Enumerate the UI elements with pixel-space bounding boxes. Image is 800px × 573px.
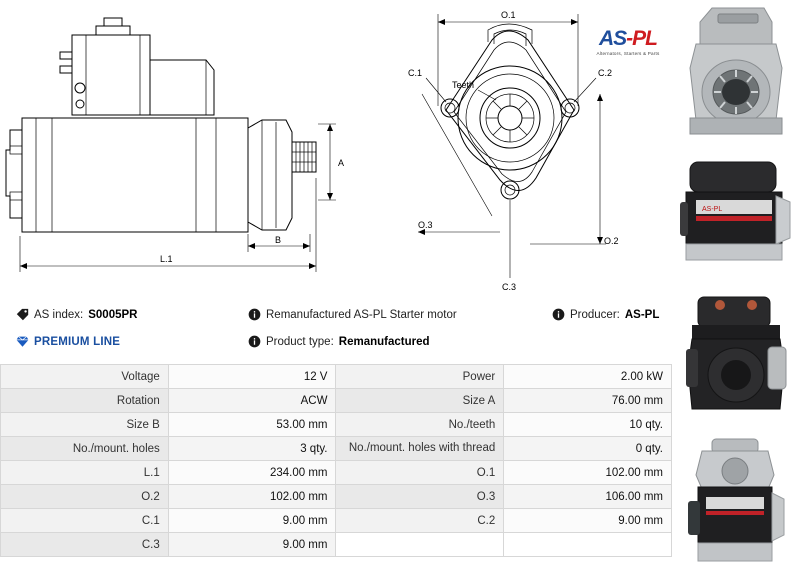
starter-photo-top-drive-end (672, 0, 800, 143)
producer-value: AS-PL (624, 308, 660, 321)
spec-key: Size A (336, 389, 504, 413)
spec-value: 9.00 mm (168, 509, 336, 533)
spec-value: 76.00 mm (504, 389, 672, 413)
svg-text:L.1: L.1 (160, 254, 173, 264)
spec-value: 10 qty. (504, 413, 672, 437)
as-index-value: S0005PR (88, 308, 138, 321)
spec-value: 12 V (168, 365, 336, 389)
spec-value-empty (504, 533, 672, 557)
spec-key: No./teeth (336, 413, 504, 437)
producer-row (552, 308, 659, 321)
table-row (1, 437, 672, 461)
spec-key: L.1 (1, 461, 169, 485)
svg-text:O.3: O.3 (418, 220, 433, 230)
spec-key: C.3 (1, 533, 169, 557)
svg-text:Teeth: Teeth (452, 80, 475, 90)
spec-value: 2.00 kW (504, 365, 672, 389)
spec-key: Rotation (1, 389, 169, 413)
specifications-table (0, 364, 672, 557)
tag-icon (16, 308, 29, 321)
spec-key: No./mount. holes with thread (336, 437, 504, 461)
product-type-label: Product type: (266, 335, 334, 348)
svg-text:A: A (338, 158, 345, 168)
svg-text:C.2: C.2 (598, 68, 613, 78)
product-type-value: Remanufactured (338, 335, 430, 348)
spec-key-empty (336, 533, 504, 557)
table-row (1, 461, 672, 485)
starter-side-view-drawing (0, 0, 360, 290)
spec-key: O.3 (336, 485, 504, 509)
spec-value: 53.00 mm (168, 413, 336, 437)
spec-value: 3 qty. (168, 437, 336, 461)
description-text: Remanufactured AS-PL Starter motor (266, 308, 457, 321)
product-info-block (0, 300, 672, 362)
as-index-row (16, 308, 137, 321)
spec-key: C.1 (1, 509, 169, 533)
spec-key: C.2 (336, 509, 504, 533)
svg-text:O.2: O.2 (604, 236, 619, 246)
logo-suffix-text: -PL (626, 27, 657, 50)
svg-text:C.3: C.3 (502, 282, 517, 290)
spec-key: Size B (1, 413, 169, 437)
table-row (1, 365, 672, 389)
premium-line-label: PREMIUM LINE (34, 335, 121, 348)
table-row (1, 485, 672, 509)
premium-line-row (16, 335, 120, 348)
table-row (1, 413, 672, 437)
spec-key: No./mount. holes (1, 437, 169, 461)
spec-value: 106.00 mm (504, 485, 672, 509)
table-row (1, 389, 672, 413)
starter-photo-full-body (672, 430, 800, 573)
spec-value: 0 qty. (504, 437, 672, 461)
spec-key: O.2 (1, 485, 169, 509)
spec-value: 9.00 mm (504, 509, 672, 533)
spec-value: 102.00 mm (504, 461, 672, 485)
technical-drawings (0, 0, 672, 290)
diamond-icon (16, 335, 29, 348)
spec-value: 9.00 mm (168, 533, 336, 557)
starter-photo-solenoid-end (672, 286, 800, 430)
as-index-label: AS index: (34, 308, 84, 321)
table-row (1, 533, 672, 557)
logo-subtitle: Alternators, Starters & Parts (596, 51, 660, 56)
spec-key: Voltage (1, 365, 169, 389)
product-photo-strip (672, 0, 800, 573)
spec-value: 102.00 mm (168, 485, 336, 509)
svg-text:AS-PL: AS-PL (702, 205, 723, 213)
info-icon (248, 335, 261, 348)
svg-text:B: B (275, 235, 282, 245)
starter-photo-side-black (672, 143, 800, 287)
info-icon (552, 308, 565, 321)
spec-value: 234.00 mm (168, 461, 336, 485)
table-row (1, 509, 672, 533)
producer-label: Producer: (570, 308, 620, 321)
spec-key: O.1 (336, 461, 504, 485)
svg-text:C.1: C.1 (408, 68, 423, 78)
spec-value: ACW (168, 389, 336, 413)
product-type-row (248, 335, 430, 348)
svg-text:O.1: O.1 (501, 10, 516, 20)
description-row (248, 308, 457, 321)
logo-main-text: AS (598, 27, 627, 50)
spec-key: Power (336, 365, 504, 389)
as-pl-logo (586, 28, 670, 56)
info-icon (248, 308, 261, 321)
